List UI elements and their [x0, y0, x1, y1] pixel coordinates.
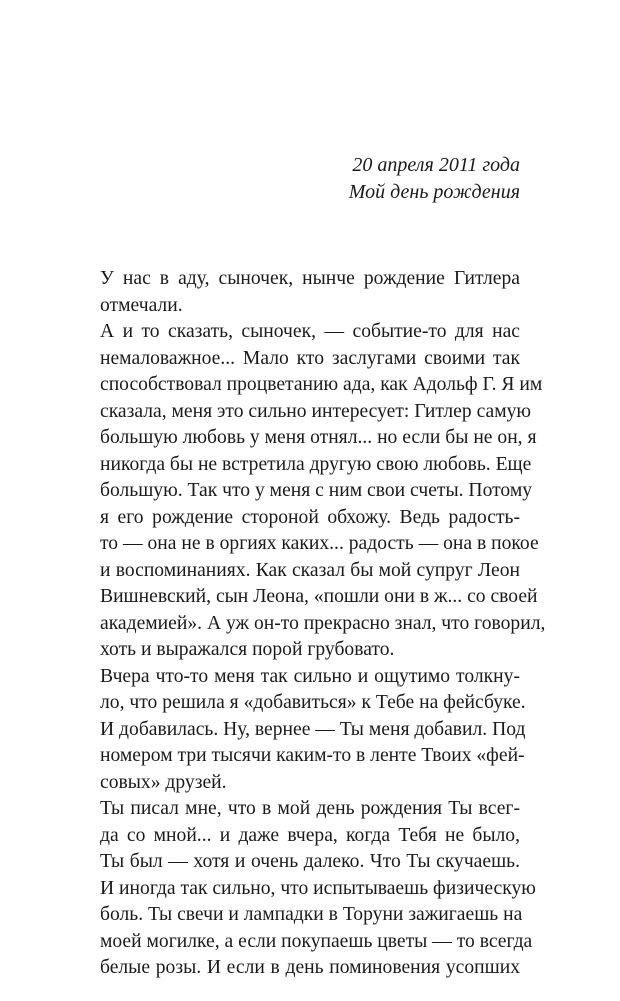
text-line: академией». А уж он-то прекрасно знал, что говорил,	[100, 612, 546, 634]
text-line: большую. Так что у меня с ним свои счеты. Потому	[100, 480, 533, 501]
text-line: Вчера что-то меня так сильно и ощутимо толкну-	[100, 665, 520, 687]
text-line: хоть и выражался порой грубовато.	[100, 639, 395, 660]
text-line: совых» друзей.	[100, 771, 227, 793]
dateline	[349, 152, 520, 206]
text-line: У нас в аду, сыночек, нынче рождение Гитлера	[100, 268, 520, 289]
text-line: я его рождение стороной обхожу. Ведь радость-	[100, 506, 520, 528]
text-line: И иногда так сильно, что испытываешь физическую	[100, 877, 536, 899]
text-line: моей могилке, а если покупаешь цветы — то всегда	[100, 930, 533, 952]
text-line: отмечали.	[100, 294, 183, 316]
text-line: боль. Ты свечи и лампадки в Торуни зажигаешь на	[100, 904, 523, 925]
text-line: способствовал процветанию ада, как Адольф Г. Я им	[100, 374, 543, 395]
dateline-date: 20 апреля 2011 года	[352, 154, 520, 176]
text-line: белые розы. И если в день поминовения усопших	[100, 957, 520, 978]
text-line: номером три тысячи каким-то в ленте Твоих «фей-	[100, 745, 525, 766]
text-line: Ты писал мне, что в мой день рождения Ты всег-	[100, 798, 520, 819]
text-line: Ты был — хотя и очень далеко. Что Ты скучаешь.	[100, 851, 520, 872]
text-line: И добавилась. Ну, вернее — Ты меня добавил. Под	[100, 718, 526, 740]
text-line: ло, что решила я «добавиться» к Тебе на фейсбуке.	[100, 692, 526, 713]
text-line: то — она не в оргиях каких... радость — она в покое	[100, 533, 539, 554]
text-line: никогда бы не встретила другую свою любовь. Еще	[100, 453, 532, 475]
text-line: немаловажное... Мало кто заслугами своими так	[100, 347, 520, 369]
body-text	[100, 266, 546, 982]
text-line: большую любовь у меня отнял... но если бы не он, я	[100, 427, 537, 448]
text-line: и воспоминаниях. Как сказал бы мой супруг Леон	[100, 559, 520, 581]
text-line: да со мной... и даже вчера, когда Тебя не было,	[100, 824, 520, 846]
text-line: А и то сказать, сыночек, — событие-то для нас	[100, 321, 520, 342]
text-line: сказала, меня это сильно интересует: Гитлер самую	[100, 400, 532, 422]
text-line: Вишневский, сын Леона, «пошли они в ж... со своей	[100, 586, 538, 607]
dateline-caption: Мой день рождения	[348, 181, 520, 203]
